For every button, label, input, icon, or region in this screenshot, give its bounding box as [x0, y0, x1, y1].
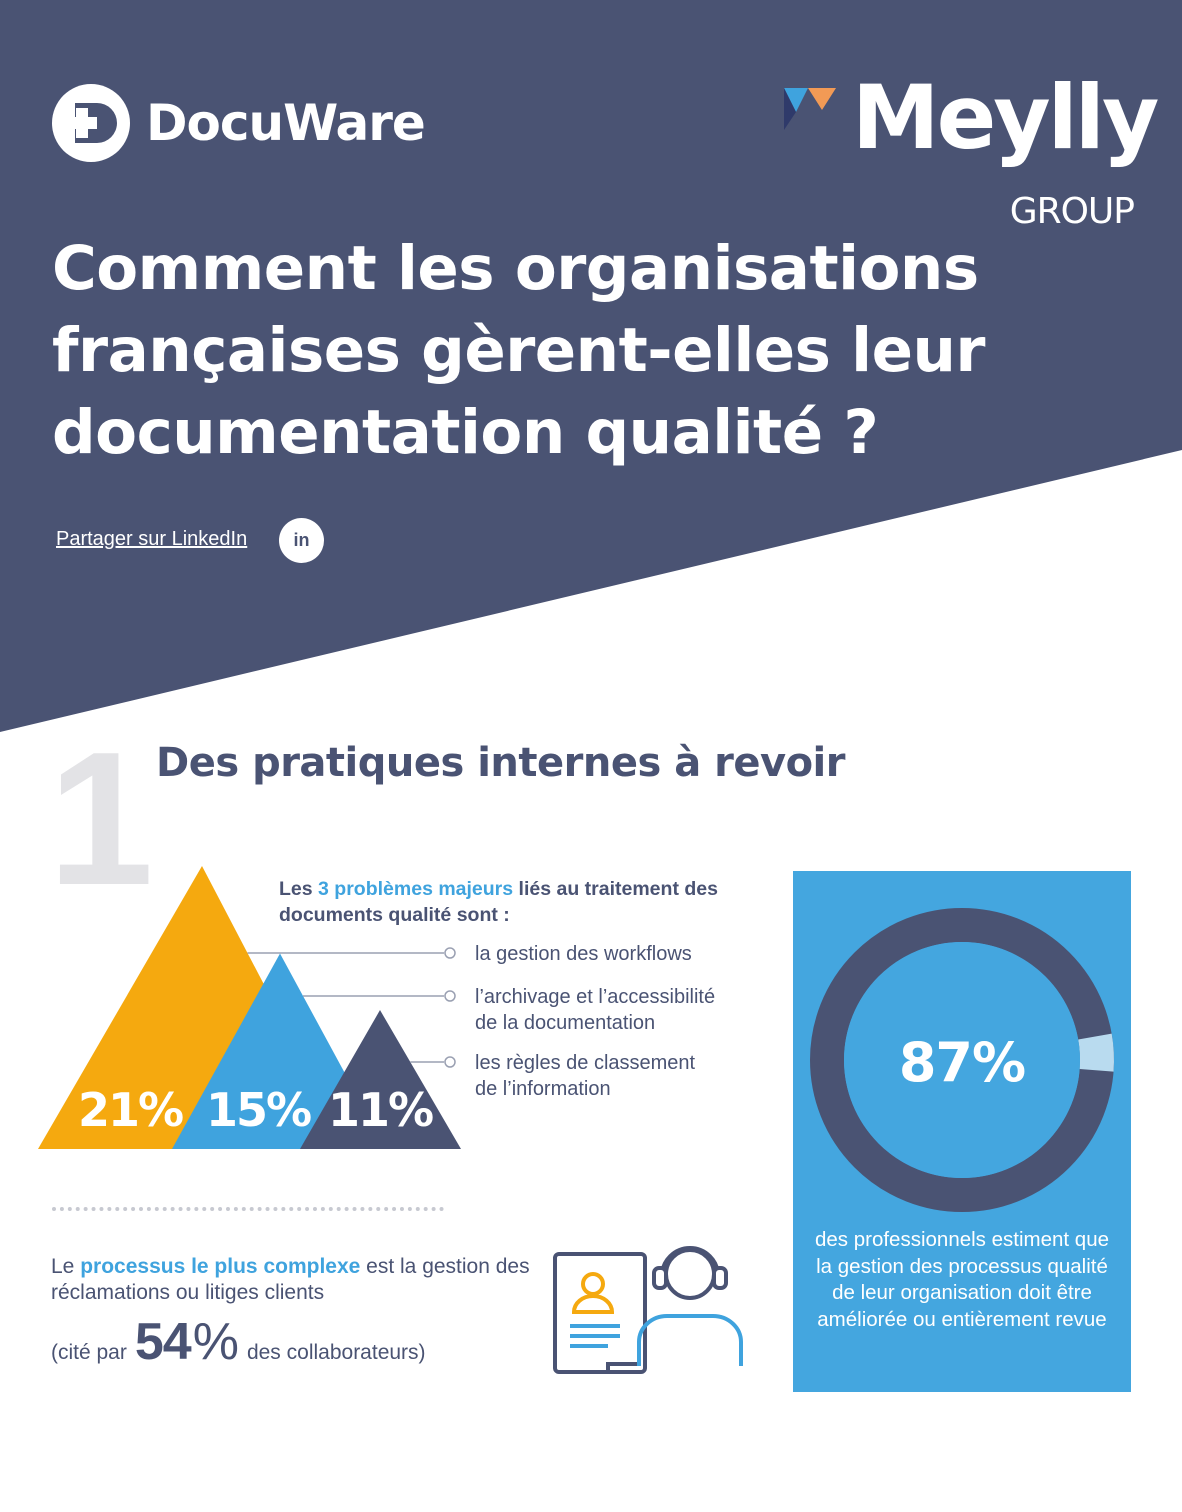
stat-panel — [793, 871, 1131, 1392]
problems-intro-post: liés au traitement des documents qualité sont : — [279, 878, 718, 926]
dotted-divider — [52, 1207, 444, 1211]
section-title: Des pratiques internes à revoir — [156, 740, 845, 786]
problems-intro-highlight: 3 problèmes majeurs — [318, 878, 514, 900]
cited-post: des collaborateurs) — [246, 1341, 426, 1364]
cited-pre: (cité par — [51, 1341, 127, 1364]
triangle-value-label: 21% — [77, 1083, 183, 1137]
docuware-logo-text: DocuWare — [146, 94, 425, 152]
stat-description: des professionnels estiment que la gestion des processus qualité de leur organisation doit être améliorée ou entièrement revue — [814, 1228, 1109, 1331]
docuware-logo — [50, 82, 425, 164]
cited-percent-sign: % — [192, 1313, 239, 1371]
title-line: Comment les organisations — [52, 233, 979, 304]
section-number: 1 — [48, 713, 154, 925]
meylly-logo — [782, 66, 1157, 240]
triangle-value-label: 11% — [327, 1083, 433, 1137]
problems-triangle-chart — [30, 860, 750, 1160]
category-label: l’archivage et l’accessibilité de la documentation — [475, 986, 716, 1034]
meylly-logo-icon — [782, 84, 840, 134]
cited-line — [51, 1312, 426, 1372]
linkedin-icon[interactable]: in — [279, 518, 324, 563]
docuware-logo-icon — [50, 82, 132, 164]
meylly-group-text: GROUP — [1009, 191, 1134, 232]
complex-process-text — [51, 1254, 541, 1306]
complex-pre: Le — [51, 1255, 81, 1278]
share-linkedin-link[interactable]: Partager sur LinkedIn — [56, 528, 248, 550]
complex-post: est la gestion des réclamations ou litiges clients — [51, 1255, 530, 1304]
donut-value: 87% — [898, 1031, 1026, 1094]
complex-highlight: processus le plus complexe — [80, 1255, 361, 1278]
category-label: la gestion des workflows — [475, 943, 692, 965]
leader-dot — [445, 991, 455, 1001]
triangle-value-label: 15% — [205, 1083, 311, 1137]
category-label: les règles de classement de l’information — [475, 1052, 696, 1100]
title-line: documentation qualité ? — [52, 397, 879, 468]
problems-intro-pre: Les — [279, 878, 319, 900]
title-line: françaises gèrent-elles leur — [52, 315, 985, 386]
meylly-logo-text: Meylly — [852, 66, 1157, 169]
leader-dot — [445, 948, 455, 958]
cited-value: 54 — [134, 1313, 191, 1371]
leader-dot — [445, 1057, 455, 1067]
customer-support-icon — [548, 1236, 748, 1378]
page-title — [52, 228, 1012, 474]
